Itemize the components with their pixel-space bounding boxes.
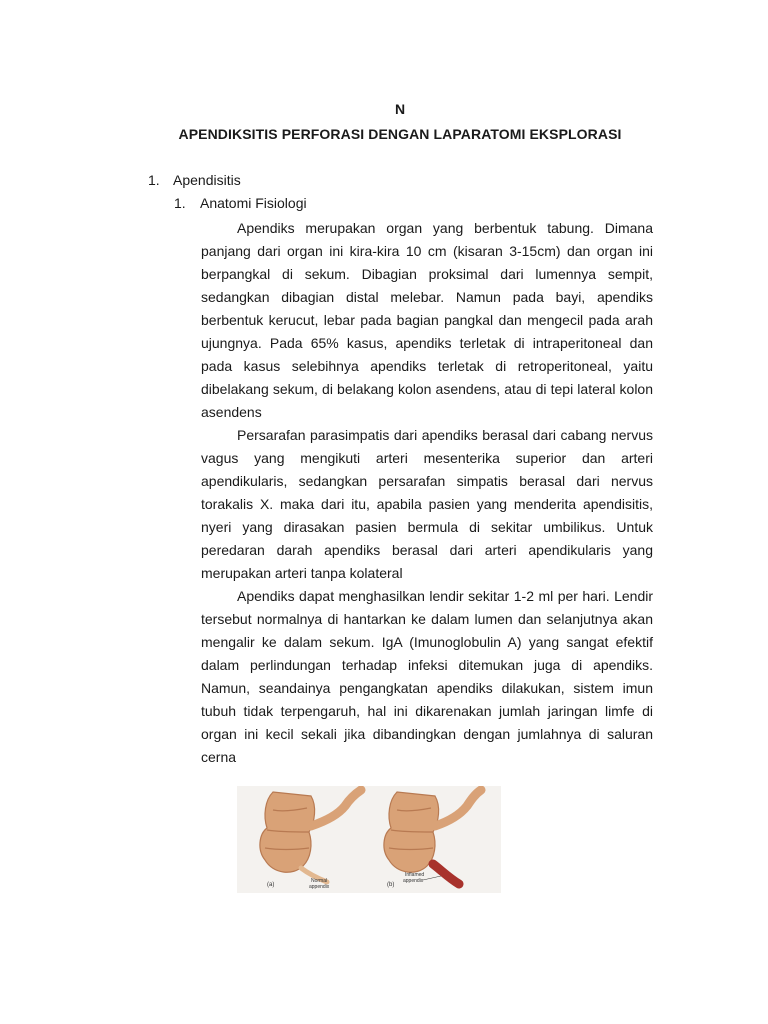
section-label: Apendisitis [173, 172, 241, 188]
body-text [201, 217, 653, 769]
panel-a-label-line1: Normal [311, 878, 328, 884]
subsection-heading [174, 195, 307, 211]
ileum-shape-a [311, 790, 361, 826]
ileum-shape-b [435, 790, 481, 826]
subsection-number: 1. [174, 195, 186, 211]
paragraph-innervation: Persarafan parasimpatis dari apendiks berasal dari cabang nervus vagus yang mengikuti arteri mesenterika superior dan arteri apendikularis, sedangkan persarafan simpatis berasal dari nervus torakalis X. maka dari itu, apabila pasien yang menderita apendisitis, nyeri yang dirasakan pasien bermula di sekitar umbilikus. Untuk peredaran darah apendiks berasal dari arteri apendikularis yang merupakan arteri tanpa kolateral [201, 427, 653, 581]
panel-a-label-line2: appendix [309, 884, 330, 890]
label-leader-line [423, 876, 441, 880]
paragraph-anatomy: Apendiks merupakan organ yang berbentuk tabung. Dimana panjang dari organ ini kira-kira 10 cm (kisaran 3-15cm) dan organ ini berpangkal di sekum. Dibagian proksimal dari lumennya sempit, sedangkan dibagian distal melebar. Namun pada bayi, apendiks berbentuk kerucut, lebar pada bagian pangkal dan mengecil pada arah ujungnya. Pada 65% kasus, apendiks terletak di intraperitoneal dan pada kasus selebihnya apendiks terletak di retroperitoneal, yaitu dibelakang sekum, di belakang kolon asendens, atau di tepi lateral kolon asendens [201, 220, 653, 420]
appendix-illustration [237, 786, 501, 893]
panel-a-tag: (a) [267, 882, 275, 888]
heading-letter: N [394, 101, 406, 117]
paragraph-function: Apendiks dapat menghasilkan lendir sekitar 1-2 ml per hari. Lendir tersebut normalnya di hantarkan ke dalam lumen dan selanjutnya akan mengalir ke dalam sekum. IgA (Imunoglobulin A) yang sangat efektif dalam perlindungan terhadap infeksi ditemukan juga di apendiks. Namun, seandainya pengangkatan apendiks dilakukan, sistem imun tubuh tidak terpengaruh, hal ini dikarenakan jumlah jaringan limfe di organ ini kecil sekali jika dibandingkan dengan jumlahnya di saluran cerna [201, 588, 653, 765]
inflamed-appendix-shape [433, 864, 459, 884]
subsection-label: Anatomi Fisiologi [200, 195, 307, 211]
section-number: 1. [148, 172, 160, 188]
panel-inflamed [384, 790, 481, 888]
panel-b-tag: (b) [387, 882, 395, 888]
panel-b-label-line1: Inflamed [405, 872, 425, 878]
panel-b-label-line2: appendix [403, 878, 424, 884]
panel-normal [260, 790, 361, 890]
appendix-figure [237, 786, 501, 893]
document-title: APENDIKSITIS PERFORASI DENGAN LAPARATOMI EKSPLORASI [178, 126, 622, 142]
section-heading [148, 172, 241, 188]
